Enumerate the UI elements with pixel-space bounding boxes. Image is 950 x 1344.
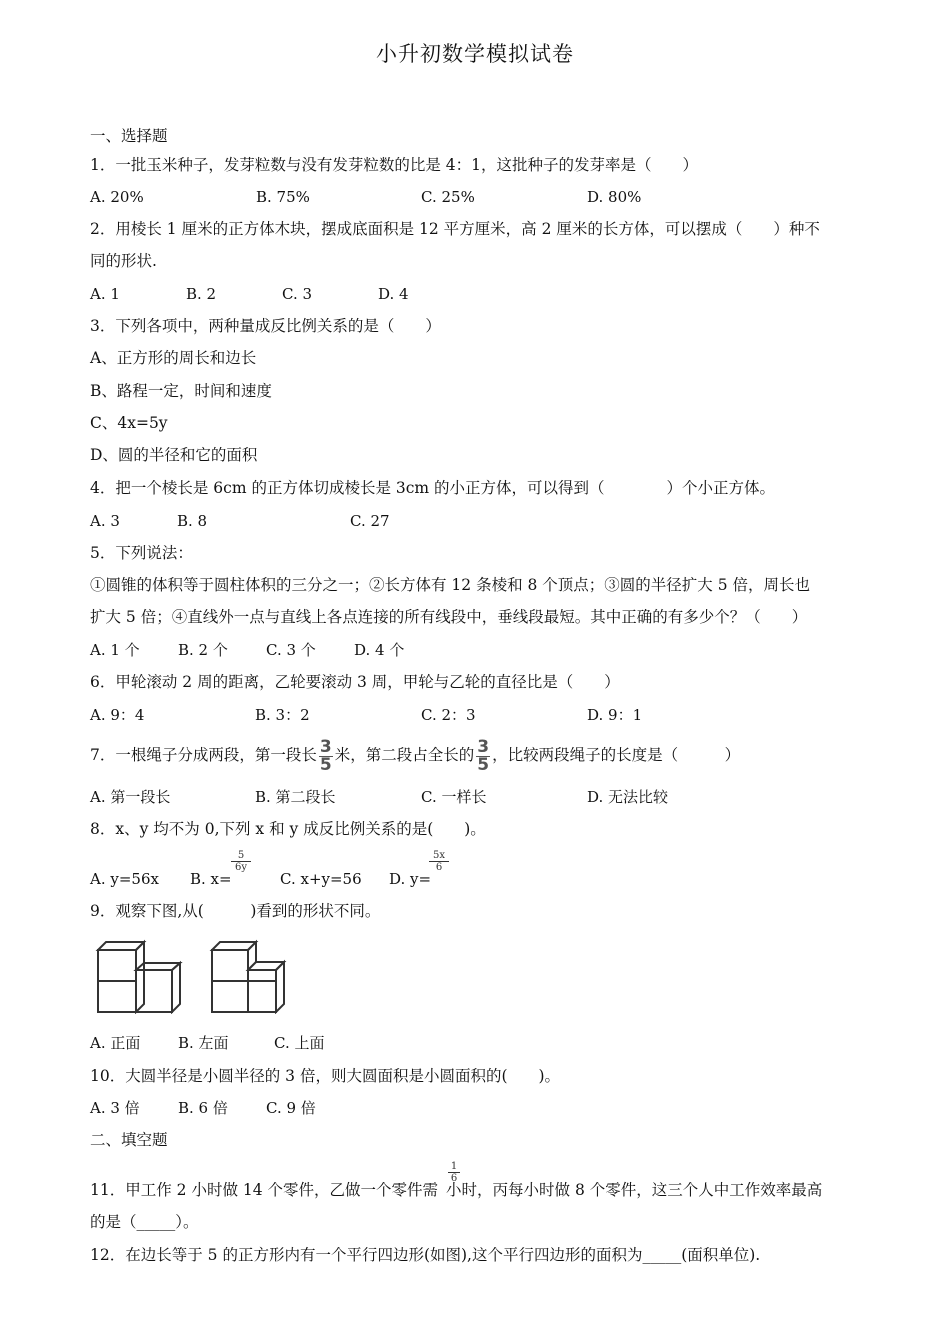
q2-option-b: B. 2 xyxy=(186,285,217,303)
q6-option-d: D. 9：1 xyxy=(587,706,643,724)
q2-option-c: C. 3 xyxy=(282,285,313,303)
question-1: 1．一批玉米种子，发芽粒数与没有发芽粒数的比是 4：1，这批种子的发芽率是（ ） xyxy=(90,156,699,174)
q9-option-a: A. 正面 xyxy=(90,1034,141,1052)
q9-figure-2 xyxy=(212,942,284,1012)
question-9: 9．观察下图,从( )看到的形状不同。 xyxy=(90,902,381,920)
question-10: 10．大圆半径是小圆半径的 3 倍，则大圆面积是小圆面积的( )。 xyxy=(90,1067,561,1085)
question-11-line-2: 的是（_____）。 xyxy=(90,1213,199,1231)
question-12: 12．在边长等于 5 的正方形内有一个平行四边形(如图),这个平行四边形的面积为_____(面积单位). xyxy=(90,1246,761,1264)
q8-option-b xyxy=(190,868,232,890)
q11-fraction-denominator: 6 xyxy=(450,1173,458,1184)
q11-text-1: 11．甲工作 2 小时做 14 个零件，乙做一个零件需 xyxy=(90,1181,439,1199)
q1-option-a: A. 20% xyxy=(90,188,144,206)
q2-option-a: A. 1 xyxy=(90,285,120,303)
q8-b-numerator: 5 xyxy=(231,850,251,862)
question-2-line-2: 同的形状. xyxy=(90,252,157,270)
question-2-line-1: 2．用棱长 1 厘米的正方体木块，摆成底面积是 12 平方厘米，高 2 厘米的长方体，可以摆成（ ）种不 xyxy=(90,220,820,238)
question-5: 5．下列说法： xyxy=(90,544,193,562)
q5-option-d: D. 4 个 xyxy=(354,641,405,659)
q7-option-a: A. 第一段长 xyxy=(90,788,171,806)
q6-option-c: C. 2：3 xyxy=(421,706,476,724)
q2-option-d: D. 4 xyxy=(378,285,409,303)
q8-option-d-label: D. y= xyxy=(389,870,432,888)
q3-option-a: A、正方形的周长和边长 xyxy=(90,349,257,367)
question-4: 4．把一个棱长是 6cm 的正方体切成棱长是 3cm 的小正方体，可以得到（ ）个小正方体。 xyxy=(90,479,776,497)
q11-text-2: 小时，丙每小时做 8 个零件，这三个人中工作效率最高 xyxy=(446,1181,823,1199)
q7-option-b: B. 第二段长 xyxy=(255,788,336,806)
q1-option-d: D. 80% xyxy=(587,188,642,206)
q9-option-b: B. 左面 xyxy=(178,1034,229,1052)
question-11-line-1 xyxy=(90,1179,822,1201)
q8-option-d-fraction xyxy=(429,850,449,873)
q8-b-denominator: 6y xyxy=(234,862,247,873)
question-7 xyxy=(90,736,740,774)
section-heading-fill: 二、填空题 xyxy=(90,1131,168,1149)
q8-option-d xyxy=(389,868,431,890)
q3-option-d: D、圆的半径和它的面积 xyxy=(90,446,258,464)
q6-option-a: A. 9：4 xyxy=(90,706,145,724)
question-5-line-1: ①圆锥的体积等于圆柱体积的三分之一；②长方体有 12 条棱和 8 个顶点；③圆的半径扩大 5 倍，周长也 xyxy=(90,576,811,594)
q8-d-numerator: 5x xyxy=(429,850,449,862)
q10-option-c: C. 9 倍 xyxy=(266,1099,316,1117)
q7-text-3: ，比较两段绳子的长度是（ ） xyxy=(492,746,741,764)
q4-option-b: B. 8 xyxy=(177,512,208,530)
q4-option-c: C. 27 xyxy=(350,512,390,530)
q7-option-d: D. 无法比较 xyxy=(587,788,669,806)
page-title: 小升初数学模拟试卷 xyxy=(376,42,574,66)
q4-option-a: A. 3 xyxy=(90,512,120,530)
q8-d-denominator: 6 xyxy=(435,862,443,873)
q7-text-2: 米，第二段占全长的 xyxy=(334,746,475,764)
q7-fraction-1-numerator: 3 xyxy=(319,736,332,757)
q9-cube-figures xyxy=(94,938,294,1014)
q10-option-b: B. 6 倍 xyxy=(178,1099,228,1117)
q5-option-b: B. 2 个 xyxy=(178,641,228,659)
q8-option-b-fraction xyxy=(231,850,251,873)
q10-option-a: A. 3 倍 xyxy=(90,1099,140,1117)
q3-option-c: C、4x=5y xyxy=(90,414,168,432)
q9-figure-1 xyxy=(98,942,180,1012)
q8-option-c: C. x+y=56 xyxy=(280,870,362,888)
q7-fraction-2 xyxy=(476,736,490,775)
q11-fraction-numerator: 1 xyxy=(448,1161,460,1173)
section-heading-choice: 一、选择题 xyxy=(90,127,168,145)
question-6: 6．甲轮滚动 2 周的距离，乙轮要滚动 3 周，甲轮与乙轮的直径比是（ ） xyxy=(90,673,620,691)
q8-option-a: A. y=56x xyxy=(90,870,159,888)
q7-fraction-2-denominator: 5 xyxy=(477,754,490,775)
q5-option-c: C. 3 个 xyxy=(266,641,316,659)
q9-option-c: C. 上面 xyxy=(274,1034,325,1052)
q6-option-b: B. 3：2 xyxy=(255,706,310,724)
question-8: 8．x、y 均不为 0,下列 x 和 y 成反比例关系的是( )。 xyxy=(90,820,486,838)
q7-fraction-2-numerator: 3 xyxy=(477,736,490,757)
q7-fraction-1 xyxy=(319,736,333,775)
q7-text-1: 7．一根绳子分成两段，第一段长 xyxy=(90,746,317,764)
q3-option-b: B、路程一定，时间和速度 xyxy=(90,382,272,400)
question-3: 3．下列各项中，两种量成反比例关系的是（ ） xyxy=(90,317,441,335)
q7-option-c: C. 一样长 xyxy=(421,788,487,806)
q8-option-b-label: B. x= xyxy=(190,870,232,888)
q5-option-a: A. 1 个 xyxy=(90,641,140,659)
q1-option-c: C. 25% xyxy=(421,188,475,206)
q1-option-b: B. 75% xyxy=(256,188,310,206)
question-5-line-2: 扩大 5 倍；④直线外一点与直线上各点连接的所有线段中，垂线段最短。其中正确的有多少个？（ ） xyxy=(90,608,808,626)
q7-fraction-1-denominator: 5 xyxy=(319,754,332,775)
